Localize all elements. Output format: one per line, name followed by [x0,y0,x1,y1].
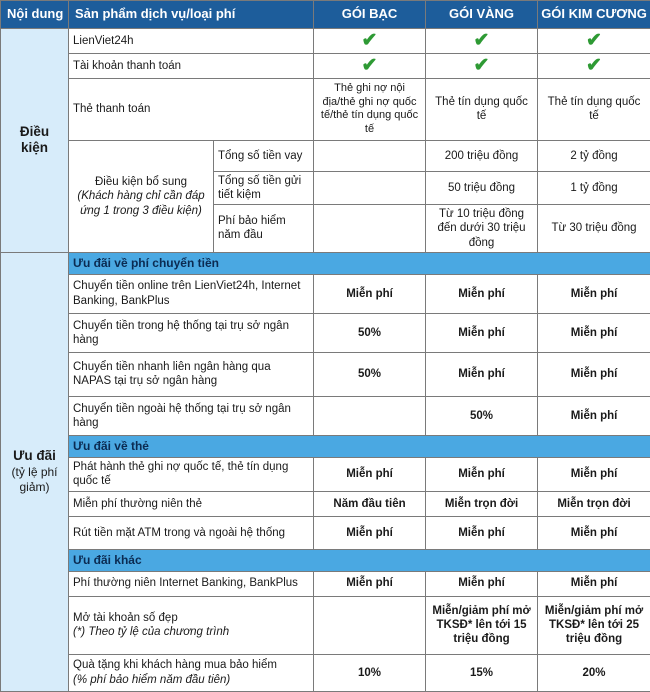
gold-cell: Miễn phí [426,571,538,596]
diamond-cell [538,29,650,54]
diamond-cell [538,53,650,78]
gold-cell: 50 triệu đồng [426,171,538,204]
silver-cell: Miễn phí [314,571,426,596]
row-label: Chuyển tiền online trên LienViet24h, Internet Banking, BankPlus [69,274,314,313]
extra-condition-label [69,140,214,252]
gold-cell [426,29,538,54]
header-row [1,1,650,29]
gold-cell: 200 triệu đồng [426,140,538,171]
benefits-group-label [1,252,69,691]
diamond-cell: 2 tỷ đồng [538,140,650,171]
diamond-cell: Miễn/giảm phí mở TKSĐ* lên tới 25 triệu đồng [538,596,650,654]
table-row [1,596,650,654]
diamond-cell: Miễn phí [538,313,650,352]
row-label: Tổng số tiền vay [214,140,314,171]
gold-cell: Từ 10 triệu đồng đến dưới 30 triệu đồng [426,205,538,253]
row-note: (*) Theo tỷ lệ của chương trình [73,626,230,639]
section-title: Ưu đãi khác [69,549,650,571]
row-label: Phí bảo hiểm năm đầu [214,205,314,253]
silver-cell: Miễn phí [314,457,426,491]
silver-cell: 50% [314,313,426,352]
silver-cell [314,140,426,171]
header-content: Nội dung [1,1,69,29]
row-label: Miễn phí thường niên thẻ [69,492,314,517]
silver-cell: 50% [314,353,426,397]
checkmark-icon: ✔ [586,30,602,52]
gold-cell: Miễn phí [426,313,538,352]
table-row [1,313,650,352]
table-row [1,29,650,54]
checkmark-icon: ✔ [361,55,378,77]
gold-cell: Miễn phí [426,353,538,397]
diamond-cell: Miễn phí [538,274,650,313]
diamond-cell: 20% [538,654,650,691]
table-row [1,516,650,549]
silver-cell: Miễn phí [314,274,426,313]
silver-cell [314,396,426,435]
diamond-cell: Từ 30 triệu đồng [538,205,650,253]
header-service: Sản phẩm dịch vụ/loại phí [69,1,314,29]
gold-cell: Miễn phí [426,457,538,491]
gold-cell: Miễn trọn đời [426,492,538,517]
silver-cell: Thẻ ghi nợ nội địa/thẻ ghi nợ quốc tế/thẻ tín dụng quốc tế [314,78,426,140]
gold-cell [426,53,538,78]
row-label: Quà tặng khi khách hàng mua bảo hiểm [73,659,277,672]
gold-cell: 15% [426,654,538,691]
checkmark-icon: ✔ [361,30,378,52]
diamond-cell: Miễn phí [538,516,650,549]
diamond-cell: 1 tỷ đồng [538,171,650,204]
header-gold-package: GÓI VÀNG [426,1,538,29]
section-header-row [1,549,650,571]
row-label-cell [69,654,314,691]
row-label: Mở tài khoản số đẹp [73,611,178,624]
checkmark-icon: ✔ [586,55,602,77]
benefits-title: Ưu đãi [13,448,56,464]
row-label: Tài khoản thanh toán [69,53,314,78]
section-header-row [1,436,650,458]
checkmark-icon: ✔ [473,30,490,52]
conditions-title: Điều kiện [19,123,50,156]
silver-cell [314,596,426,654]
row-label: Tổng số tiền gửi tiết kiệm [214,171,314,204]
table-row [1,571,650,596]
table-row [1,492,650,517]
table-row [1,353,650,397]
silver-cell [314,53,426,78]
header-silver-package: GÓI BẠC [314,1,426,29]
row-label: Chuyển tiền ngoài hệ thống tại trụ sở ngân hàng [69,396,314,435]
diamond-cell: Miễn phí [538,457,650,491]
table-row [1,53,650,78]
diamond-cell: Miễn phí [538,571,650,596]
diamond-cell: Thẻ tín dụng quốc tế [538,78,650,140]
section-header-row [1,252,650,274]
row-label: Phát hành thẻ ghi nợ quốc tế, thẻ tín dụng quốc tế [69,457,314,491]
row-label-cell [69,596,314,654]
row-label: Chuyển tiền trong hệ thống tại trụ sở ngân hàng [69,313,314,352]
diamond-cell: Miễn phí [538,353,650,397]
table-row [1,274,650,313]
silver-cell: Năm đầu tiên [314,492,426,517]
gold-cell: Thẻ tín dụng quốc tế [426,78,538,140]
table-row [1,140,650,171]
conditions-group-label [1,29,69,253]
row-label: LienViet24h [69,29,314,54]
section-title: Ưu đãi về thẻ [69,436,650,458]
extra-condition-title: Điều kiện bổ sung [94,175,188,188]
silver-cell [314,171,426,204]
section-title: Ưu đãi về phí chuyển tiền [69,252,650,274]
silver-cell: 10% [314,654,426,691]
checkmark-icon: ✔ [473,55,490,77]
row-label: Rút tiền mặt ATM trong và ngoài hệ thống [69,516,314,549]
gold-cell: 50% [426,396,538,435]
gold-cell: Miễn phí [426,516,538,549]
extra-condition-note: (Khách hàng chỉ cần đáp ứng 1 trong 3 điều kiện) [77,190,205,217]
benefits-subtitle: (tỷ lệ phí giảm) [11,465,58,495]
table-row [1,457,650,491]
row-label: Phí thường niên Internet Banking, BankPlus [69,571,314,596]
table-row [1,78,650,140]
row-note: (% phí bảo hiểm năm đầu tiên) [73,673,231,686]
header-diamond-package: GÓI KIM CƯƠNG [538,1,650,29]
diamond-cell: Miễn phí [538,396,650,435]
gold-cell: Miễn/giảm phí mở TKSĐ* lên tới 15 triệu đồng [426,596,538,654]
table-row [1,396,650,435]
table-row [1,654,650,691]
row-label: Chuyển tiền nhanh liên ngân hàng qua NAPAS tại trụ sở ngân hàng [69,353,314,397]
gold-cell: Miễn phí [426,274,538,313]
silver-cell: Miễn phí [314,516,426,549]
row-label: Thẻ thanh toán [69,78,314,140]
silver-cell [314,29,426,54]
silver-cell [314,205,426,253]
diamond-cell: Miễn trọn đời [538,492,650,517]
